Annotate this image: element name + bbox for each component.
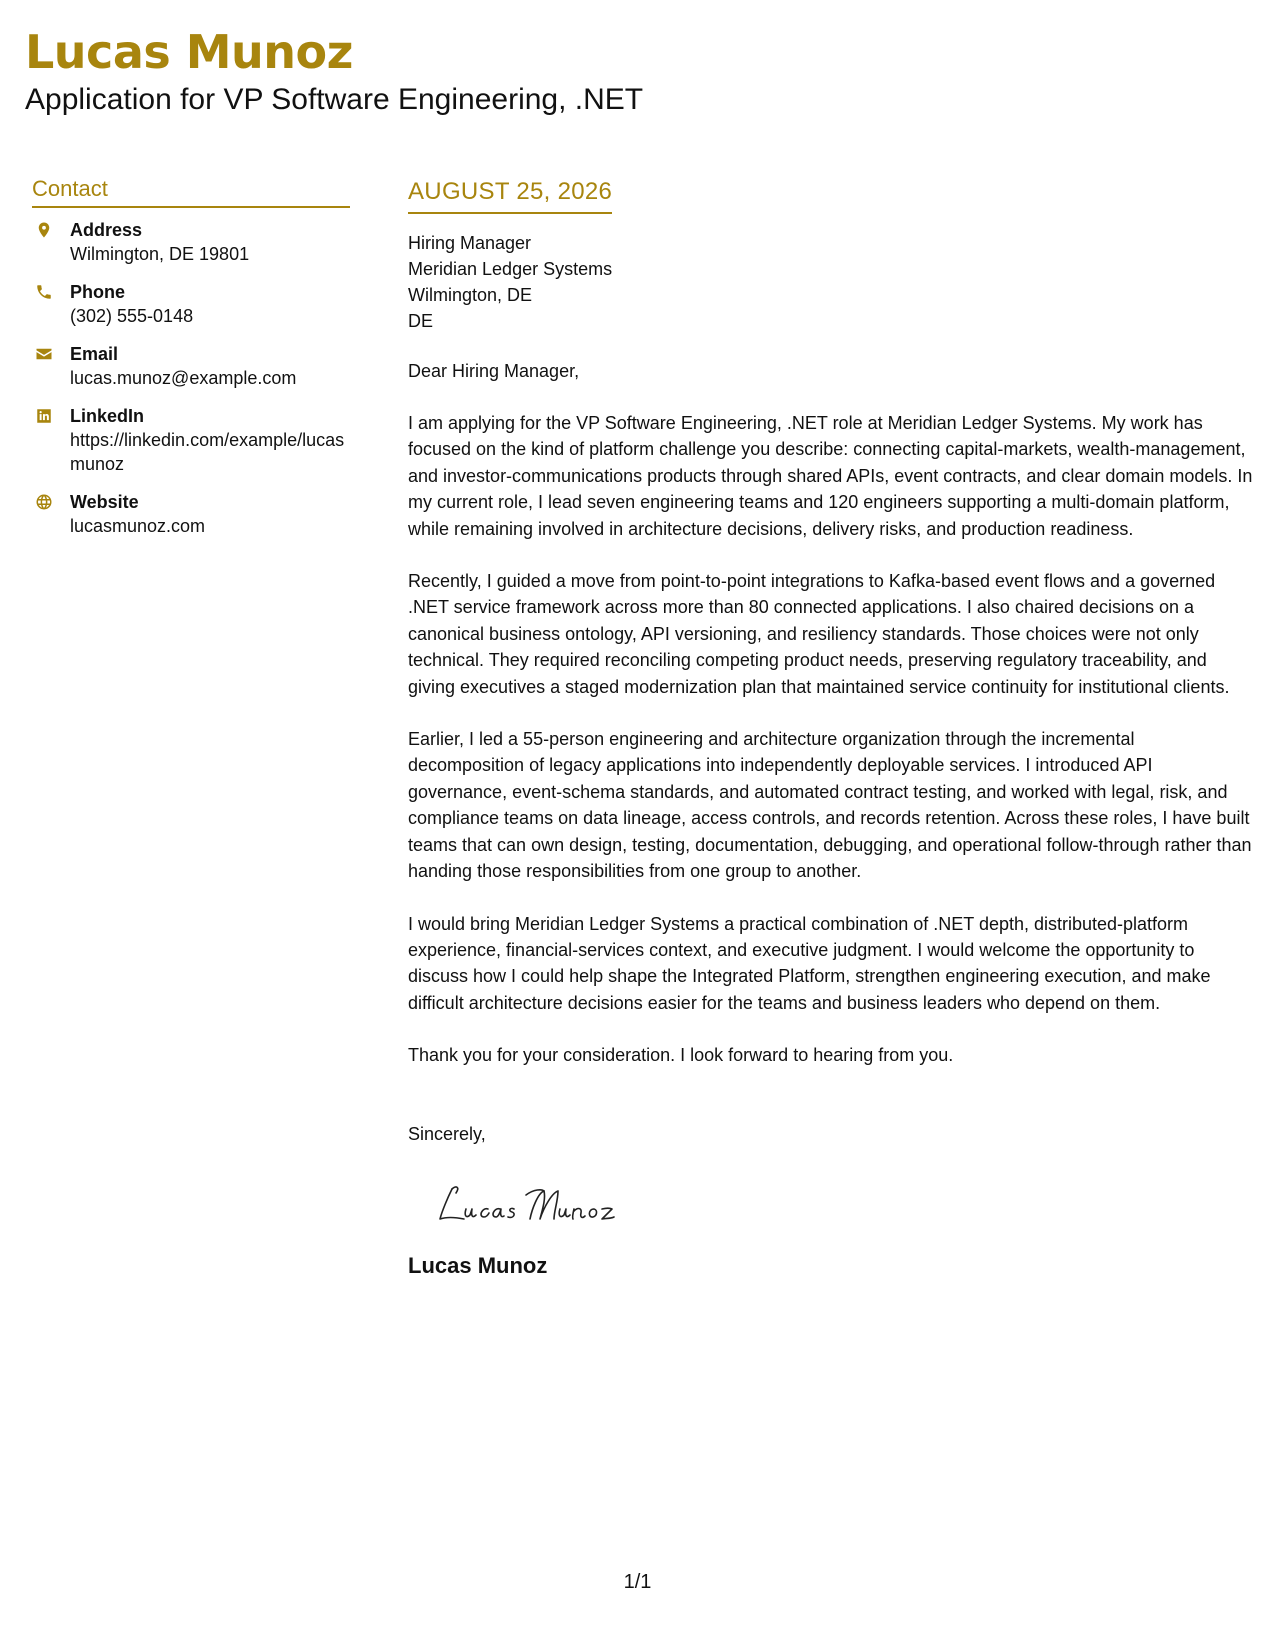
- signer-name: Lucas Munoz: [408, 1252, 548, 1278]
- contact-item-email: [32, 342, 350, 390]
- contact-value-address: Wilmington, DE 19801: [70, 244, 250, 264]
- contact-value-email[interactable]: lucas.munoz@example.com: [70, 368, 297, 388]
- contact-heading: Contact: [32, 174, 350, 208]
- recipient-line: Wilmington, DE: [408, 285, 533, 305]
- body-paragraph: I am applying for the VP Software Engineering, .NET role at Meridian Ledger Systems. My work has focused on the kind of platform challenge you describe: connecting capital-markets, wealth-management, and investor-communications products through shared APIs, event contracts, and clear domain models. In my current role, I lead seven engineering teams and 120 engineers supporting a multi-domain platform, while remaining involved in architecture decisions, delivery risks, and production readiness.: [408, 413, 1253, 539]
- contact-label-linkedin: LinkedIn: [70, 406, 145, 426]
- contact-item-address: [32, 218, 350, 266]
- recipient-line: DE: [408, 311, 434, 331]
- contact-list: [32, 218, 350, 538]
- contact-item-phone: [32, 280, 350, 328]
- phone-icon: [34, 282, 54, 302]
- body-paragraph: Earlier, I led a 55-person engineering and architecture organization through the incremental decomposition of legacy applications into independently deployable services. I introduced API governance, event-schema standards, and automated contract testing, and worked with legal, risk, and compliance teams on data lineage, access controls, and records retention. Across these roles, I have built teams that can own design, testing, documentation, debugging, and operational follow-through rather than handing those responsibilities from one group to another.: [408, 729, 1252, 882]
- contact-label-website: Website: [70, 492, 139, 512]
- recipient-block: [408, 230, 1253, 334]
- signature-image: [434, 1175, 1253, 1235]
- contact-label-email: Email: [70, 344, 119, 364]
- applicant-name: Lucas Munoz: [25, 25, 353, 79]
- contact-item-website: [32, 490, 350, 538]
- body-paragraph: Recently, I guided a move from point-to-point integrations to Kafka-based event flows and a governed .NET service framework across more than 80 connected applications. I also chaired decisions on a canonical business ontology, API versioning, and resiliency standards. Those choices were not only technical. They required reconciling competing product needs, preserving regulatory traceability, and giving executives a staged modernization plan that maintained service continuity for institutional clients.: [408, 571, 1230, 697]
- letter-body: [408, 176, 1253, 1281]
- application-subtitle: Application for VP Software Engineering, .NET: [25, 83, 644, 116]
- closing: Sincerely,: [408, 1123, 486, 1144]
- page-number: 1/1: [623, 1571, 652, 1593]
- contact-value-phone: (302) 555-0148: [70, 306, 194, 326]
- contact-sidebar: [32, 174, 350, 552]
- contact-label-phone: Phone: [70, 282, 126, 302]
- globe-icon: [34, 492, 54, 512]
- salutation: Dear Hiring Manager,: [408, 361, 580, 381]
- contact-item-linkedin: [32, 404, 350, 476]
- contact-label-address: Address: [70, 220, 143, 240]
- recipient-line: Hiring Manager: [408, 233, 532, 253]
- body-paragraph: I would bring Meridian Ledger Systems a practical combination of .NET depth, distributed-platform experience, financial-services context, and executive judgment. I would welcome the opportunity to discuss how I could help shape the Integrated Platform, strengthen engineering execution, and make difficult architecture decisions easier for the teams and business leaders who depend on them.: [408, 913, 1211, 1013]
- letter-date: AUGUST 25, 2026: [408, 176, 612, 214]
- linkedin-icon: [34, 406, 54, 426]
- body-paragraph: Thank you for your consideration. I look forward to hearing from you.: [408, 1045, 954, 1066]
- contact-value-linkedin[interactable]: https://linkedin.com/example/lucasmunoz: [70, 430, 345, 474]
- contact-value-website[interactable]: lucasmunoz.com: [70, 516, 206, 536]
- map-pin-icon: [34, 220, 54, 240]
- envelope-icon: [34, 344, 54, 364]
- recipient-line: Meridian Ledger Systems: [408, 259, 613, 279]
